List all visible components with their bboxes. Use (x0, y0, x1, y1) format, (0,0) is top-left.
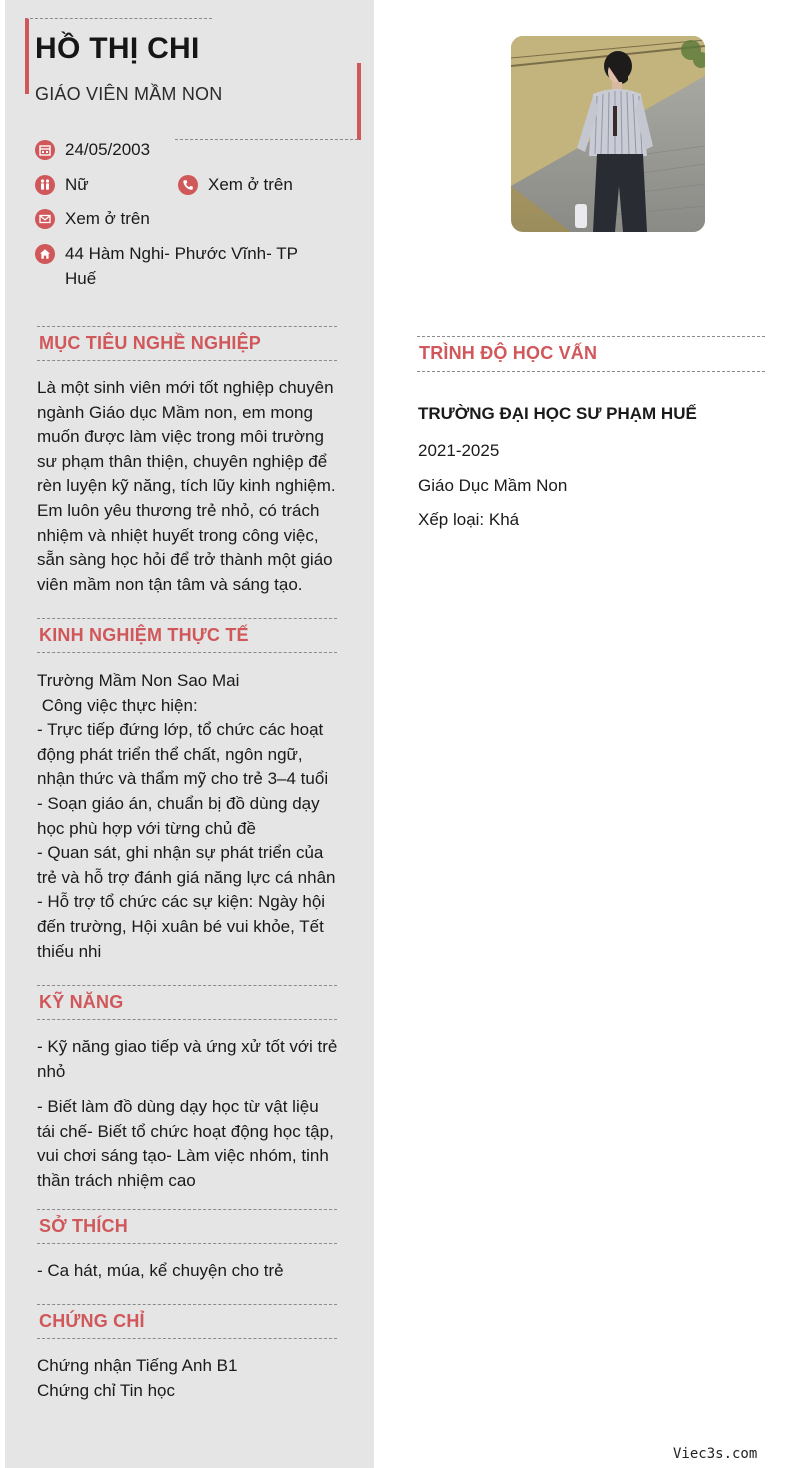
email-value: Xem ở trên (65, 209, 150, 228)
section-skills-title: KỸ NĂNG (39, 992, 124, 1012)
education-school: TRƯỜNG ĐẠI HỌC SƯ PHẠM HUẾ (418, 404, 697, 423)
objective-line: nhiệm và nhiệt huyết trong công việc, (37, 525, 319, 545)
experience-line: - Trực tiếp đứng lớp, tổ chức các hoạt (37, 720, 324, 740)
gender-value: Nữ (65, 175, 89, 194)
objective-line: muốn được làm việc trong môi trường (37, 427, 324, 447)
section-certificates-title: CHỨNG CHỈ (39, 1311, 145, 1331)
candidate-title: GIÁO VIÊN MẦM NON (35, 84, 223, 104)
profile-photo (511, 36, 705, 232)
certificate-line: Chứng chỉ Tin học (37, 1380, 176, 1400)
birthday-value: 24/05/2003 (65, 140, 151, 159)
section-skills-header (37, 985, 337, 1020)
education-years: 2021-2025 (418, 441, 500, 460)
title-divider (175, 139, 358, 140)
phone-icon (178, 175, 198, 195)
objective-line: sư phạm thân thiện, chuyên nghiệp để (37, 451, 328, 471)
experience-line: - Quan sát, ghi nhận sự phát triển của (37, 843, 324, 863)
objective-line: ngành Giáo dục Mầm non, em mong (37, 402, 313, 422)
skill-line: - Biết làm đồ dùng dạy học từ vật liệu (37, 1097, 319, 1116)
skill-line: thần trách nhiệm cao (37, 1170, 196, 1190)
experience-line: thiếu nhi (37, 941, 102, 961)
skill-line: nhỏ (37, 1061, 66, 1081)
experience-line: Trường Mầm Non Sao Mai (37, 671, 240, 690)
certificates-text (37, 1354, 337, 1403)
section-experience-header (37, 618, 337, 653)
objective-line: rèn luyện kỹ năng, tích lũy kinh nghiệm. (37, 476, 336, 496)
candidate-name: HỒ THỊ CHI (35, 32, 200, 65)
contact-gender (35, 175, 89, 197)
experience-line: - Hỗ trợ tổ chức các sự kiện: Ngày hội (37, 892, 326, 912)
skill-line: - Kỹ năng giao tiếp và ứng xử tốt với trẻ (37, 1037, 338, 1056)
hobby-line: - Ca hát, múa, kể chuyện cho trẻ (37, 1261, 284, 1280)
contact-email (35, 209, 150, 231)
gender-icon (35, 175, 55, 195)
skill-line: tái chế- Biết tổ chức hoạt động học tập, (37, 1121, 334, 1141)
experience-line: học phù hợp với từng chủ đề (37, 818, 256, 838)
address-value: 44 Hàm Nghi- Phước Vĩnh- TP Huế (65, 244, 298, 288)
section-education-title: TRÌNH ĐỘ HỌC VẤN (419, 343, 598, 363)
section-experience-title: KINH NGHIỆM THỰC TẾ (39, 625, 249, 645)
experience-line: trẻ và hỗ trợ đánh giá năng lực cá nhân (37, 867, 336, 887)
objective-line: Là một sinh viên mới tốt nghiệp chuyên (37, 378, 334, 397)
section-hobbies-title: SỞ THÍCH (39, 1216, 128, 1236)
section-education-header (417, 336, 765, 372)
section-objective-title: MỤC TIÊU NGHỀ NGHIỆP (39, 333, 262, 353)
section-hobbies-header (37, 1209, 337, 1244)
objective-text (37, 376, 337, 597)
experience-line: nhận thức và thẩm mỹ cho trẻ 3–4 tuổi (37, 769, 329, 789)
phone-value: Xem ở trên (208, 175, 293, 194)
skill-item (37, 1035, 337, 1084)
home-icon (35, 244, 55, 264)
envelope-icon (35, 209, 55, 229)
section-objective-header (37, 326, 337, 361)
objective-line: viên mầm non tận tâm và sáng tạo. (37, 574, 303, 594)
experience-line: đến trường, Hội xuân bé vui khỏe, Tết (37, 916, 324, 936)
experience-line: Công việc thực hiện: (37, 695, 198, 715)
contact-birthday (35, 140, 150, 162)
experience-line: động phát triển thể chất, ngôn ngữ, (37, 744, 303, 764)
objective-line: sẵn sàng học hỏi để trở thành một giáo (37, 550, 333, 570)
certificate-line: Chứng nhận Tiếng Anh B1 (37, 1356, 238, 1375)
section-certificates-header (37, 1304, 337, 1339)
skill-item (37, 1095, 337, 1193)
skill-line: vui chơi sáng tạo- Làm việc nhóm, tinh (37, 1146, 329, 1166)
education-grade: Xếp loại: Khá (418, 510, 520, 529)
hobbies-text (37, 1259, 337, 1284)
education-major: Giáo Dục Mầm Non (418, 476, 568, 495)
contact-phone (178, 175, 293, 197)
calendar-icon (35, 140, 55, 160)
experience-text (37, 669, 337, 964)
objective-line: Em luôn yêu thương trẻ nhỏ, có trách (37, 500, 320, 520)
site-watermark: Viec3s.com (673, 1446, 758, 1462)
contact-address (35, 244, 325, 291)
title-accent-bar (357, 63, 361, 140)
experience-line: - Soạn giáo án, chuẩn bị đồ dùng dạy (37, 793, 320, 813)
